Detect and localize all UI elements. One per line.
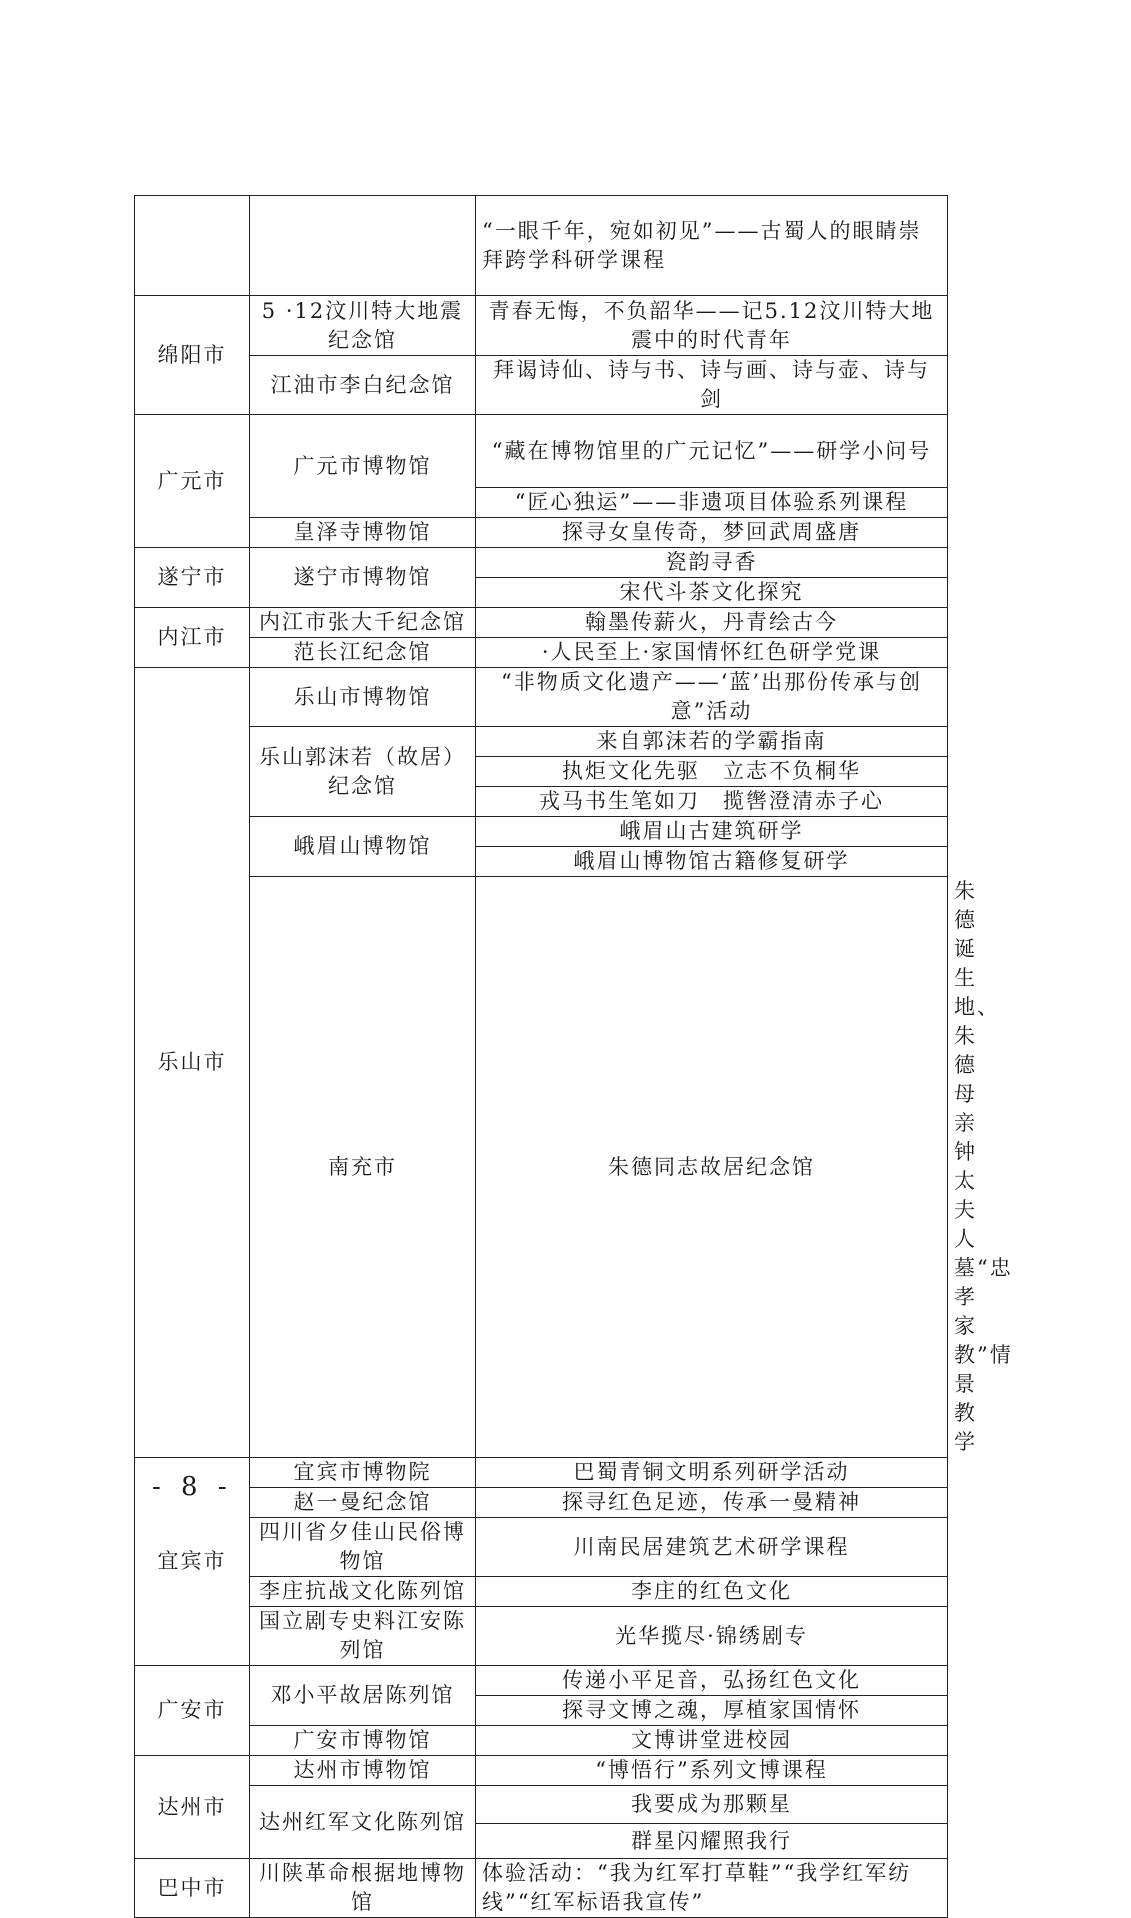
table-row	[135, 727, 948, 757]
venue-cell	[250, 196, 476, 296]
course-cell: 巴蜀青铜文明系列研学活动	[476, 1458, 948, 1488]
venue-cell: 内江市张大千纪念馆	[250, 608, 476, 638]
course-cell: 来自郭沫若的学霸指南	[476, 727, 948, 757]
venue-cell: 李庄抗战文化陈列馆	[250, 1577, 476, 1607]
course-cell: 探寻红色足迹，传承一曼精神	[476, 1488, 948, 1518]
venue-cell: 范长江纪念馆	[250, 638, 476, 668]
table-row	[135, 668, 948, 727]
venue-cell: 赵一曼纪念馆	[250, 1488, 476, 1518]
course-cell: “博悟行”系列文博课程	[476, 1756, 948, 1786]
table-row	[135, 608, 948, 638]
page-number: - 8 -	[152, 1472, 233, 1502]
table-row	[135, 1786, 948, 1824]
table-row	[135, 548, 948, 578]
course-cell: 翰墨传薪火，丹青绘古今	[476, 608, 948, 638]
venue-cell: 国立剧专史料江安陈列馆	[250, 1607, 476, 1666]
table-row: 南充市 朱德同志故居纪念馆 朱德诞生地、朱德母亲钟太夫人墓“忠孝家教”情景教学	[135, 877, 948, 1458]
table-row	[135, 1518, 948, 1577]
venue-cell: 乐山市博物馆	[250, 668, 476, 727]
city-cell	[135, 196, 250, 296]
city-cell: 广安市	[135, 1666, 250, 1756]
city-cell: 巴中市	[135, 1859, 250, 1918]
city-cell: 达州市	[135, 1756, 250, 1859]
course-cell: “非物质文化遗产——‘蓝’出那份传承与创意”活动	[476, 668, 948, 727]
venue-cell: 遂宁市博物馆	[250, 548, 476, 608]
table-row	[135, 1488, 948, 1518]
venue-cell: 川陕革命根据地博物馆	[250, 1859, 476, 1918]
course-cell: “藏在博物馆里的广元记忆”——研学小问号	[476, 415, 948, 488]
course-cell: “一眼千年，宛如初见”——古蜀人的眼睛崇拜跨学科研学课程	[476, 196, 948, 296]
course-cell: 群星闪耀照我行	[476, 1824, 948, 1859]
venue-cell: 宜宾市博物院	[250, 1458, 476, 1488]
course-cell: 光华揽尽·锦绣剧专	[476, 1607, 948, 1666]
table-row	[135, 196, 948, 296]
city-cell: 绵阳市	[135, 296, 250, 415]
table-row	[135, 817, 948, 847]
table-row	[135, 296, 948, 356]
venue-cell: 达州市博物馆	[250, 1756, 476, 1786]
course-cell: 李庄的红色文化	[476, 1577, 948, 1607]
venue-cell: 邓小平故居陈列馆	[250, 1666, 476, 1726]
course-cell: 青春无悔，不负韶华——记5.12汶川特大地震中的时代青年	[476, 296, 948, 356]
course-cell: 拜谒诗仙、诗与书、诗与画、诗与壶、诗与剑	[476, 356, 948, 415]
table-row	[135, 1458, 948, 1488]
table-row	[135, 1756, 948, 1786]
course-cell: 川南民居建筑艺术研学课程	[476, 1518, 948, 1577]
course-cell: 执炬文化先驱 立志不负桐华	[476, 757, 948, 787]
city-cell: 广元市	[135, 415, 250, 548]
museum-course-table	[134, 195, 1013, 1918]
venue-cell: 皇泽寺博物馆	[250, 518, 476, 548]
table-row	[135, 1577, 948, 1607]
venue-cell: 江油市李白纪念馆	[250, 356, 476, 415]
course-cell: 瓷韵寻香	[476, 548, 948, 578]
venue-cell: 广元市博物馆	[250, 415, 476, 518]
course-cell: 传递小平足音，弘扬红色文化	[476, 1666, 948, 1696]
table-row	[135, 518, 948, 548]
city-cell: 宜宾市	[135, 1458, 250, 1666]
course-cell: 我要成为那颗星	[476, 1786, 948, 1824]
city-cell: 南充市	[250, 877, 476, 1458]
table-row	[135, 415, 948, 488]
course-cell: ·人民至上·家国情怀红色研学党课	[476, 638, 948, 668]
venue-cell: 乐山郭沫若（故居）纪念馆	[250, 727, 476, 817]
course-cell: 峨眉山古建筑研学	[476, 817, 948, 847]
venue-cell: 广安市博物馆	[250, 1726, 476, 1756]
table-row	[135, 1726, 948, 1756]
venue-cell: 5 ·12汶川特大地震纪念馆	[250, 296, 476, 356]
table-row	[135, 356, 948, 415]
city-cell: 遂宁市	[135, 548, 250, 608]
course-cell: 宋代斗茶文化探究	[476, 578, 948, 608]
venue-cell: 达州红军文化陈列馆	[250, 1786, 476, 1859]
course-cell: 体验活动：“我为红军打草鞋”“我学红军纺线”“红军标语我宣传”	[476, 1859, 948, 1918]
table-row	[135, 1607, 948, 1666]
course-cell: “匠心独运”——非遗项目体验系列课程	[476, 488, 948, 518]
city-cell: 乐山市	[135, 668, 250, 1458]
table-row	[135, 638, 948, 668]
venue-cell: 峨眉山博物馆	[250, 817, 476, 877]
course-cell: 峨眉山博物馆古籍修复研学	[476, 847, 948, 877]
table-row	[135, 1859, 948, 1918]
venue-cell: 朱德同志故居纪念馆	[476, 877, 948, 1458]
course-cell: 探寻文博之魂，厚植家国情怀	[476, 1696, 948, 1726]
course-cell: 探寻女皇传奇，梦回武周盛唐	[476, 518, 948, 548]
table-row	[135, 1666, 948, 1696]
course-cell: 戎马书生笔如刀 揽辔澄清赤子心	[476, 787, 948, 817]
course-cell: 文博讲堂进校园	[476, 1726, 948, 1756]
venue-cell: 四川省夕佳山民俗博物馆	[250, 1518, 476, 1577]
city-cell: 内江市	[135, 608, 250, 668]
